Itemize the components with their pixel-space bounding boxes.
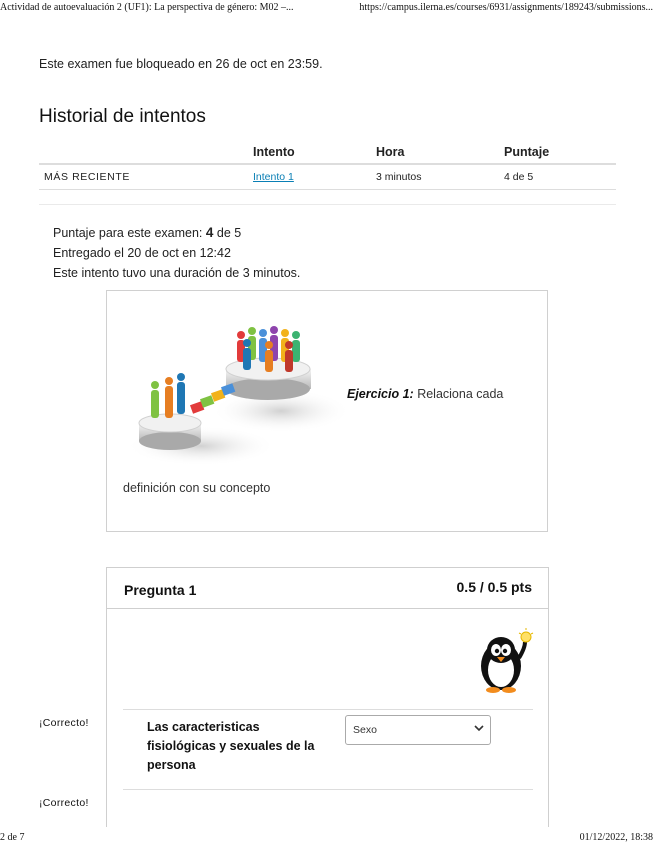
exercise-instruction: Relaciona cada <box>417 387 504 401</box>
print-page-title: Actividad de autoevaluación 2 (UF1): La perspectiva de género: M02 –... <box>0 2 294 13</box>
duration-line: Este intento tuvo una duración de 3 minutos. <box>53 266 301 280</box>
history-title: Historial de intentos <box>39 106 206 127</box>
print-page-number: 2 de 7 <box>0 832 25 843</box>
score-value: 4 <box>205 225 214 240</box>
print-footer <box>0 832 655 846</box>
print-header <box>0 2 655 16</box>
table-row <box>39 164 616 190</box>
history-col-time: Hora <box>376 141 504 164</box>
exercise-intro-text <box>347 387 503 401</box>
match-prompt: Las caracteristicas fisiológicas y sexuales de la persona <box>147 720 315 772</box>
history-header-row <box>39 141 616 164</box>
print-page-url: https://campus.ilerna.es/courses/6931/assignments/189243/submissions... <box>359 2 653 13</box>
score-suffix: de 5 <box>216 226 242 240</box>
attempt-link[interactable]: Intento 1 <box>253 171 294 183</box>
score-line <box>53 223 300 243</box>
chevron-down-icon <box>474 723 484 733</box>
divider <box>39 204 616 205</box>
attempt-summary <box>53 223 300 283</box>
attempt-score: 4 de 5 <box>504 164 616 190</box>
attempt-label: MÁS RECIENTE <box>39 164 253 190</box>
exercise-label: Ejercicio 1: <box>347 387 414 401</box>
people-puzzle-illustration <box>121 321 351 471</box>
attempt-history-table <box>39 141 616 190</box>
question-points: 0.5 / 0.5 pts <box>456 579 532 595</box>
question-header <box>107 568 548 609</box>
history-col-empty <box>39 141 253 164</box>
answer-select-value: Sexo <box>353 724 377 736</box>
correct-feedback: ¡Correcto! <box>39 717 89 729</box>
question-title: Pregunta 1 <box>124 582 197 598</box>
answer-select[interactable] <box>345 715 491 745</box>
history-col-attempt: Intento <box>253 141 376 164</box>
exercise-intro-box <box>106 290 548 532</box>
question-card <box>106 567 549 827</box>
correct-feedback: ¡Correcto! <box>39 797 89 809</box>
score-prefix: Puntaje para este examen: <box>53 226 203 240</box>
penguin-idea-icon <box>475 628 535 693</box>
submitted-line: Entregado el 20 de oct en 12:42 <box>53 246 231 260</box>
history-col-score: Puntaje <box>504 141 616 164</box>
attempt-time: 3 minutos <box>376 164 504 190</box>
match-item <box>123 709 533 790</box>
exercise-instruction-continued: definición con su concepto <box>123 481 271 495</box>
print-datetime: 01/12/2022, 18:38 <box>579 832 653 843</box>
locked-notice: Este examen fue bloqueado en 26 de oct en 23:59. <box>39 57 323 71</box>
